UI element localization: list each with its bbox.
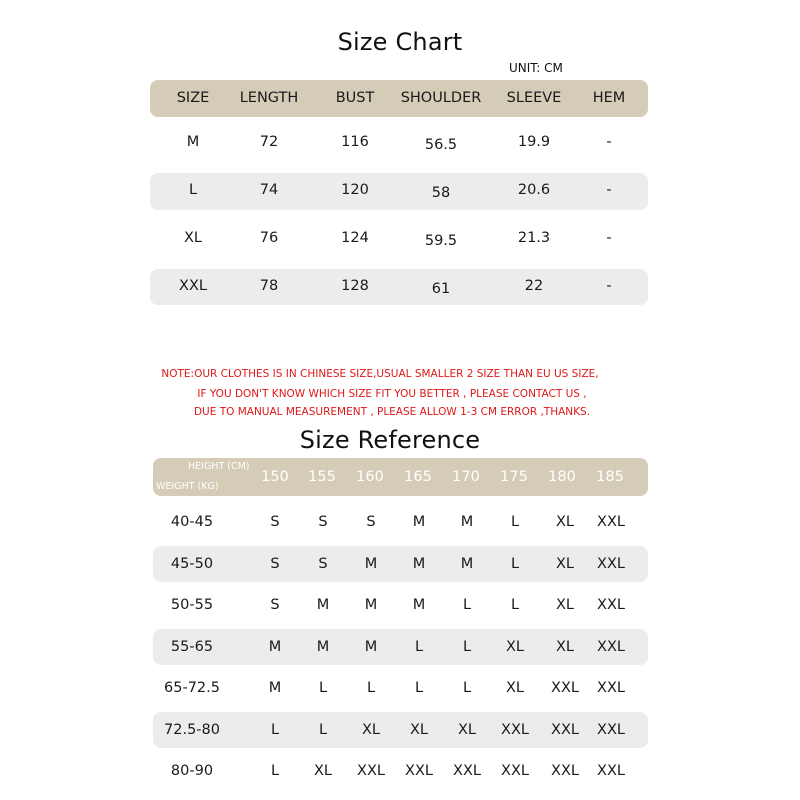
size-chart-row-band (150, 173, 648, 210)
size-reference-cell: XL (409, 722, 429, 738)
size-reference-cell: XL (555, 597, 575, 613)
size-reference-cell: M (316, 597, 330, 613)
size-reference-cell: XXL (597, 763, 625, 779)
size-reference-cell: XXL (501, 763, 529, 779)
note-line-1: NOTE:OUR CLOTHES IS IN CHINESE SIZE,USUAL SMALLER 2 SIZE THAN EU US SIZE, (161, 368, 599, 380)
size-reference-cell: L (510, 597, 520, 613)
size-chart-title: Size Chart (337, 28, 463, 56)
size-reference-cell: L (270, 763, 280, 779)
size-reference-cell: XL (555, 556, 575, 572)
weight-axis-label: WEIGHT (KG) (156, 481, 219, 492)
size-reference-cell: XXL (597, 556, 625, 572)
size-chart-header-bust: BUST (335, 90, 375, 106)
size-reference-cell: L (462, 680, 472, 696)
size-chart-cell: 19.9 (517, 134, 551, 150)
size-reference-cell: M (412, 597, 426, 613)
size-chart-cell: - (606, 182, 612, 198)
size-reference-cell: XXL (551, 722, 579, 738)
size-chart-cell: 20.6 (517, 182, 551, 198)
size-reference-cell: XL (555, 514, 575, 530)
size-chart-cell: 128 (341, 278, 369, 294)
size-reference-cell: XXL (597, 680, 625, 696)
size-reference-cell: M (460, 556, 474, 572)
size-reference-cell: XL (361, 722, 381, 738)
size-reference-cell: L (414, 639, 424, 655)
size-reference-cell: M (412, 556, 426, 572)
note-line-3: DUE TO MANUAL MEASUREMENT , PLEASE ALLOW 1-3 CM ERROR ,THANKS. (193, 406, 591, 418)
size-reference-cell: L (270, 722, 280, 738)
size-reference-cell: XXL (597, 597, 625, 613)
weight-range-label: 55-65 (170, 639, 214, 655)
size-reference-cell: L (318, 722, 328, 738)
size-reference-cell: XL (505, 680, 525, 696)
size-reference-cell: S (318, 514, 328, 530)
size-reference-cell: XXL (357, 763, 385, 779)
size-reference-cell: XXL (501, 722, 529, 738)
weight-range-label: 40-45 (170, 514, 214, 530)
size-chart-cell: 74 (259, 182, 279, 198)
height-header-185: 185 (596, 469, 624, 485)
size-reference-cell: L (462, 639, 472, 655)
size-reference-cell: M (268, 680, 282, 696)
size-chart-cell: 116 (341, 134, 369, 150)
size-chart-cell: XXL (179, 278, 207, 294)
size-chart-cell: 76 (259, 230, 279, 246)
size-reference-cell: S (270, 514, 280, 530)
size-reference-cell: M (316, 639, 330, 655)
size-chart-cell: 120 (341, 182, 369, 198)
unit-label: UNIT: CM (509, 61, 563, 75)
height-header-180: 180 (548, 469, 576, 485)
height-header-150: 150 (261, 469, 289, 485)
size-chart-cell: 61 (431, 281, 451, 297)
size-chart-header-shoulder: SHOULDER (400, 90, 482, 106)
size-chart-header-size: SIZE (176, 90, 210, 106)
size-reference-cell: L (510, 556, 520, 572)
size-chart-cell: 56.5 (424, 137, 458, 153)
size-chart-header-sleeve: SLEEVE (506, 90, 562, 106)
height-axis-label: HEIGHT (CM) (188, 461, 250, 472)
weight-range-label: 72.5-80 (164, 722, 220, 738)
height-header-155: 155 (308, 469, 336, 485)
height-header-175: 175 (500, 469, 528, 485)
size-reference-cell: XXL (597, 639, 625, 655)
size-reference-cell: S (270, 597, 280, 613)
size-reference-cell: L (414, 680, 424, 696)
size-reference-cell: M (460, 514, 474, 530)
size-reference-cell: XXL (597, 514, 625, 530)
size-chart-cell: 124 (341, 230, 369, 246)
weight-range-label: 50-55 (170, 597, 214, 613)
note-line-2: IF YOU DON'T KNOW WHICH SIZE FIT YOU BETTER , PLEASE CONTACT US , (197, 388, 587, 400)
size-reference-cell: M (268, 639, 282, 655)
size-chart-cell: 21.3 (517, 230, 551, 246)
size-reference-cell: XXL (551, 763, 579, 779)
size-reference-cell: S (318, 556, 328, 572)
size-reference-cell: S (270, 556, 280, 572)
size-reference-cell: XXL (597, 722, 625, 738)
size-reference-cell: L (318, 680, 328, 696)
size-reference-cell: XXL (551, 680, 579, 696)
size-chart-row-band (150, 269, 648, 305)
size-reference-cell: M (412, 514, 426, 530)
size-reference-cell: S (366, 514, 376, 530)
size-chart-cell: 58 (431, 185, 451, 201)
weight-range-label: 45-50 (170, 556, 214, 572)
size-chart-header-band (150, 80, 648, 117)
size-reference-cell: L (462, 597, 472, 613)
size-reference-cell: M (364, 597, 378, 613)
size-reference-cell: L (366, 680, 376, 696)
size-reference-cell: XXL (453, 763, 481, 779)
size-chart-cell: 22 (524, 278, 544, 294)
size-reference-title: Size Reference (299, 426, 481, 454)
size-chart-cell: M (186, 134, 200, 150)
size-reference-cell: XXL (405, 763, 433, 779)
size-chart-cell: L (188, 182, 198, 198)
size-reference-cell: M (364, 556, 378, 572)
weight-range-label: 80-90 (170, 763, 214, 779)
size-reference-cell: XL (505, 639, 525, 655)
size-chart-cell: XL (183, 230, 203, 246)
size-reference-cell: XL (457, 722, 477, 738)
size-chart-header-length: LENGTH (239, 90, 299, 106)
height-header-165: 165 (404, 469, 432, 485)
height-header-170: 170 (452, 469, 480, 485)
size-reference-cell: XL (313, 763, 333, 779)
size-chart-cell: 78 (259, 278, 279, 294)
size-chart-cell: 72 (259, 134, 279, 150)
weight-range-label: 65-72.5 (164, 680, 220, 696)
size-chart-header-hem: HEM (592, 90, 626, 106)
size-chart-cell: - (606, 134, 612, 150)
size-reference-cell: XL (555, 639, 575, 655)
size-chart-cell: - (606, 278, 612, 294)
size-chart-cell: - (606, 230, 612, 246)
size-reference-cell: L (510, 514, 520, 530)
height-header-160: 160 (356, 469, 384, 485)
size-chart-cell: 59.5 (424, 233, 458, 249)
size-reference-cell: M (364, 639, 378, 655)
